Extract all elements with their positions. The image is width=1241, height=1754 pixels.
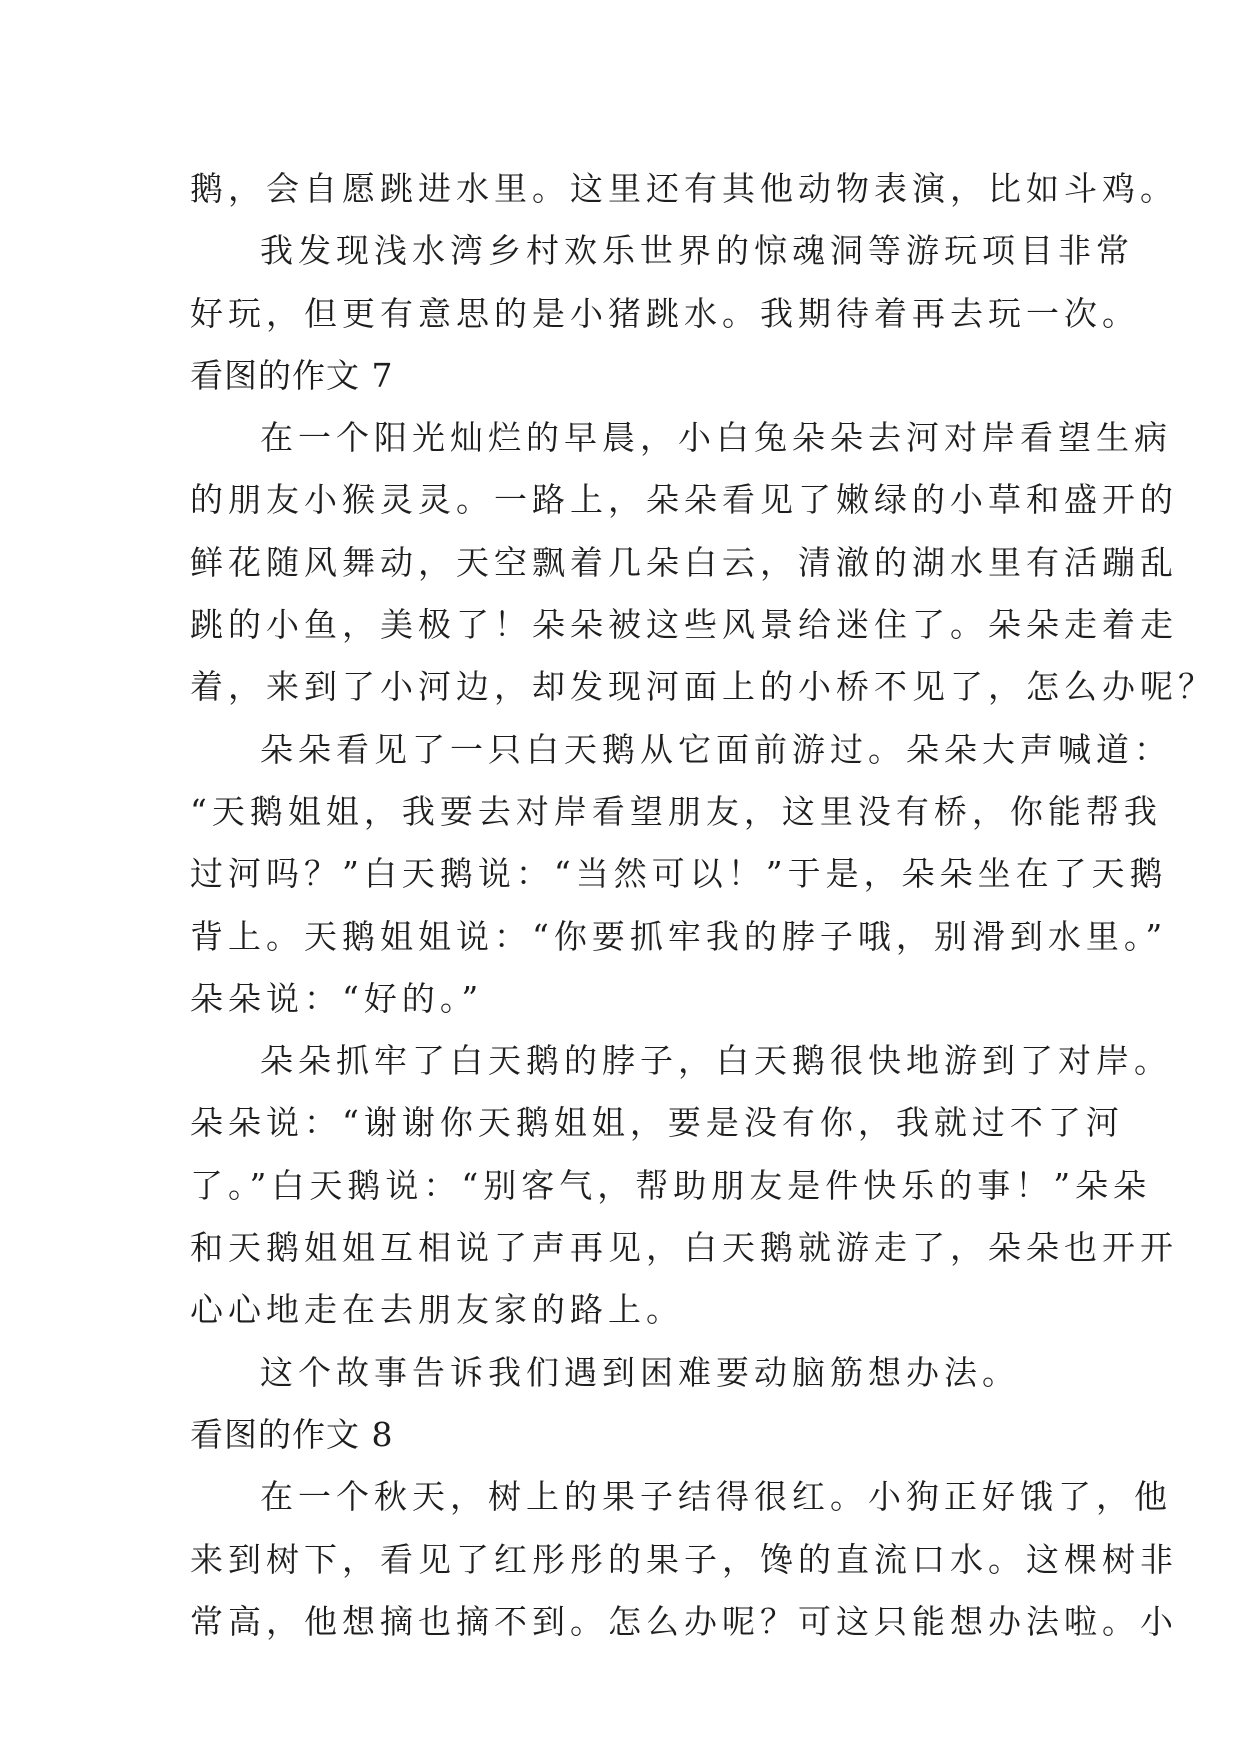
text-line: 朵朵说：“好的。” xyxy=(190,978,484,1018)
document-body xyxy=(190,158,1216,1653)
text-line: 过河吗？”白天鹅说：“当然可以！”于是，朵朵坐在了天鹅 xyxy=(190,854,1168,894)
paragraph-start: 这个故事告诉我们遇到困难要动脑筋想办法。 xyxy=(260,1352,1020,1392)
text-line: “天鹅姐姐，我要去对岸看望朋友，这里没有桥，你能帮我 xyxy=(190,791,1162,831)
text-line: 和天鹅姐姐互相说了声再见，白天鹅就游走了，朵朵也开开 xyxy=(190,1228,1178,1268)
section-heading-8: 看图的作文 8 xyxy=(190,1414,394,1454)
text-line: 来到树下，看见了红彤彤的果子，馋的直流口水。这棵树非 xyxy=(190,1539,1178,1579)
text-line: 朵朵说：“谢谢你天鹅姐姐，要是没有你，我就过不了河 xyxy=(190,1103,1124,1143)
paragraph-start: 在一个阳光灿烂的早晨，小白兔朵朵去河对岸看望生病 xyxy=(260,418,1172,458)
text-line: 常高，他想摘也摘不到。怎么办呢？可这只能想办法啦。小 xyxy=(190,1601,1178,1641)
section-heading-7: 看图的作文 7 xyxy=(190,355,394,395)
text-line: 了。”白天鹅说：“别客气，帮助朋友是件快乐的事！”朵朵 xyxy=(190,1165,1152,1205)
paragraph-start: 朵朵看见了一只白天鹅从它面前游过。朵朵大声喊道： xyxy=(260,729,1172,769)
text-line: 的朋友小猴灵灵。一路上，朵朵看见了嫩绿的小草和盛开的 xyxy=(190,480,1178,520)
text-line: 背上。天鹅姐姐说：“你要抓牢我的脖子哦，别滑到水里。” xyxy=(190,916,1168,956)
text-line: 鲜花随风舞动，天空飘着几朵白云，清澈的湖水里有活蹦乱 xyxy=(190,542,1178,582)
text-line: 心心地走在去朋友家的路上。 xyxy=(190,1290,684,1330)
paragraph-start: 我发现浅水湾乡村欢乐世界的惊魂洞等游玩项目非常 xyxy=(260,231,1134,271)
text-line: 着，来到了小河边，却发现河面上的小桥不见了，怎么办呢？ xyxy=(190,667,1216,707)
text-line: 跳的小鱼，美极了！朵朵被这些风景给迷住了。朵朵走着走 xyxy=(190,605,1178,645)
paragraph-start: 朵朵抓牢了白天鹅的脖子，白天鹅很快地游到了对岸。 xyxy=(260,1041,1172,1081)
paragraph-start: 在一个秋天，树上的果子结得很红。小狗正好饿了，他 xyxy=(260,1477,1172,1517)
text-line: 鹅，会自愿跳进水里。这里还有其他动物表演，比如斗鸡。 xyxy=(190,169,1178,208)
text-line: 好玩，但更有意思的是小猪跳水。我期待着再去玩一次。 xyxy=(190,293,1140,333)
